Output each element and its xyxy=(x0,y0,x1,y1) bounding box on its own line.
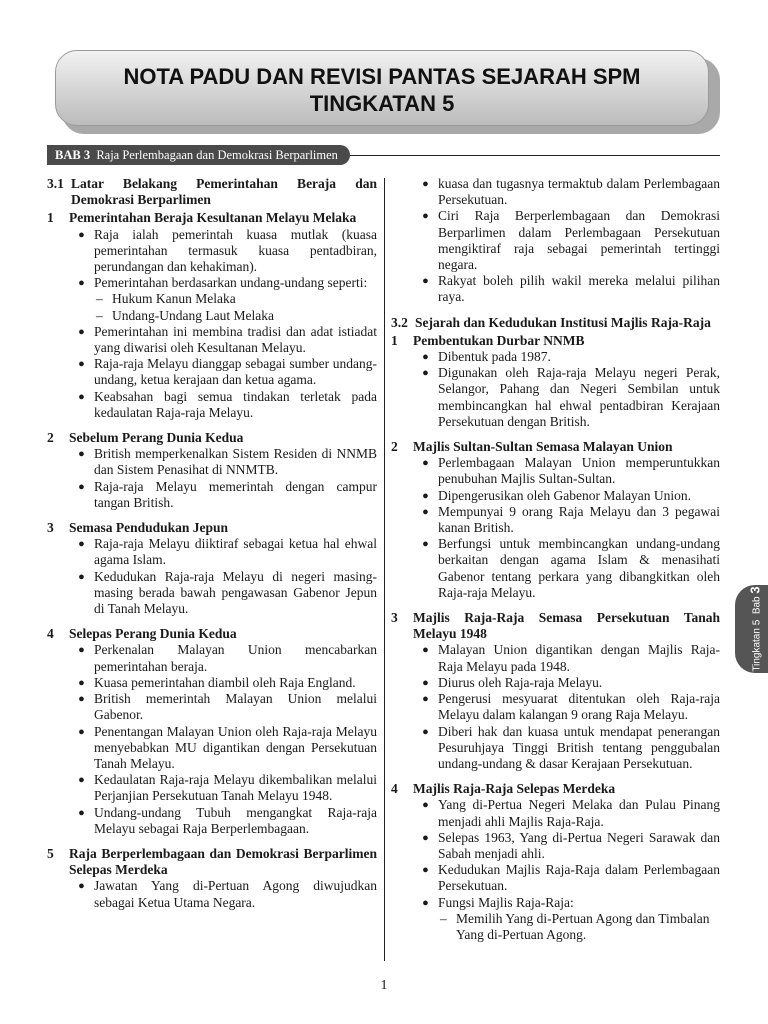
page-number: 1 xyxy=(380,978,388,993)
bullet-item: ● Digunakan oleh Raja-raja Melayu negeri Perak, Selangor, Pahang dan Negeri Sembilan untuk membincangkan hal ehwal pentadbiran Kerajaan Persekutuan dengan British. xyxy=(422,365,720,429)
bullet-item: ● Raja-raja Melayu diiktiraf sebagai ketua hal ehwal agama Islam. xyxy=(78,536,377,568)
point-heading xyxy=(47,626,377,642)
bullet-item: ● British memperkenalkan Sistem Residen di NNMB dan Sistem Penasihat di NNMTB. xyxy=(78,446,377,478)
point-heading xyxy=(391,781,720,797)
bullet-item: ● Rakyat boleh pilih wakil mereka melalui pilihan raya. xyxy=(422,273,720,305)
chapter-title: Raja Perlembagaan dan Demokrasi Berparlimen xyxy=(96,148,338,162)
bullet-list xyxy=(391,797,720,943)
bullet-item: ● Dibentuk pada 1987. xyxy=(422,349,551,365)
chapter-label: BAB 3 xyxy=(55,148,91,162)
bullet-item: ● Raja ialah pemerintah kuasa mutlak (kuasa pemerintahan termasuk kuasa pentadbiran, perundangan dan kehakiman). xyxy=(78,226,377,275)
bullet-item: ● Undang-undang Tubuh mengangkat Raja-raja Melayu sebagai Raja Berperlembagaan. xyxy=(78,804,377,836)
section-number: 3.2 xyxy=(391,314,408,330)
title-banner xyxy=(55,50,709,126)
point-number: 2 xyxy=(391,439,398,455)
column-divider xyxy=(384,178,385,961)
bullet-item: ● Keabsahan bagi semua tindakan terletak pada kedaulatan Raja-raja Melayu. xyxy=(78,388,377,420)
side-tab-label xyxy=(748,586,763,671)
bullet-item: ● Kedudukan Raja-raja Melayu di negeri masing-masing berada bawah pengawasan Gabenor Jepun di Tanah Melayu. xyxy=(78,568,377,617)
bullet-item: ● Pengerusi mesyuarat ditentukan oleh Raja-raja Melayu dalam kalangan 9 orang Raja Melayu. xyxy=(422,691,720,723)
dash-item: – Memilih Yang di-Pertuan Agong dan Timbalan Yang di-Pertuan Agong. xyxy=(440,910,710,942)
point-number: 5 xyxy=(47,845,54,861)
point-heading xyxy=(391,333,720,349)
bullet-item: ● Jawatan Yang di-Pertuan Agong diwujudkan sebagai Ketua Utama Negara. xyxy=(78,878,377,910)
bullet-item: ● Raja-raja Melayu memerintah dengan campur tangan British. xyxy=(78,478,377,510)
point-title: Selepas Perang Dunia Kedua xyxy=(69,626,237,642)
bullet-item: ● kuasa dan tugasnya termaktub dalam Perlembagaan Persekutuan. xyxy=(422,176,720,208)
bullet-item: ● Pemerintahan berdasarkan undang-undang seperti: xyxy=(78,275,368,291)
section-number: 3.1 xyxy=(47,176,64,191)
point-heading xyxy=(391,610,720,642)
bullet-item: ● British memerintah Malayan Union melalui Gabenor. xyxy=(78,691,377,723)
bullet-list xyxy=(391,455,720,601)
point-heading xyxy=(47,210,377,226)
bullet-item: ● Penentangan Malayan Union oleh Raja-raja Melayu menyebabkan MU digantikan dengan Persekutuan Tanah Melayu. xyxy=(78,723,377,771)
point-number: 3 xyxy=(391,610,398,626)
point-title: Pemerintahan Beraja Kesultanan Melayu Melaka xyxy=(69,210,357,226)
bullet-item: ● Kedudukan Majlis Raja-Raja dalam Perlembagaan Persekutuan. xyxy=(422,862,720,894)
dash-item: – Undang-Undang Laut Melaka xyxy=(96,307,274,323)
side-tab-form: Tingkatan 5 xyxy=(751,619,763,672)
bullet-item: ● Diberi hak dan kuasa untuk mendapat penerangan Pesuruhjaya Tinggi British tentang penggubalan undang-undang & dasar Kerajaan Persekutuan. xyxy=(422,723,720,771)
point-number: 4 xyxy=(47,626,54,642)
title-line-1: NOTA PADU DAN REVISI PANTAS SEJARAH SPM xyxy=(123,64,641,89)
side-tab-number: 3 xyxy=(747,586,763,594)
bullet-list xyxy=(47,536,377,617)
point-title: Pembentukan Durbar NNMB xyxy=(413,332,585,348)
point-title: Semasa Pendudukan Jepun xyxy=(69,520,229,536)
bullet-item: ● Berfungsi untuk membincangkan undang-undang berkaitan dengan agama Islam & menasihati Gabenor tentang perkara yang dibangkitkan oleh Raja-raja Melayu. xyxy=(422,536,720,600)
right-column xyxy=(391,176,720,943)
bullet-list xyxy=(47,878,377,910)
bullet-item: ● Kedaulatan Raja-raja Melayu dikembalikan melalui Perjanjian Persekutuan Tanah Melayu 1948. xyxy=(78,772,377,804)
point-title: Majlis Raja-Raja Selepas Merdeka xyxy=(413,781,616,797)
bullet-list xyxy=(47,642,377,836)
bullet-item: ● Kuasa pemerintahan diambil oleh Raja England. xyxy=(78,674,356,690)
bullet-item: ● Malayan Union digantikan dengan Majlis Raja-Raja Melayu pada 1948. xyxy=(422,642,720,674)
point-title: Raja Berperlembagaan dan Demokrasi Berparlimen Selepas Merdeka xyxy=(69,845,377,878)
bullet-item: ● Fungsi Majlis Raja-Raja: xyxy=(422,894,574,910)
chapter-side-tab xyxy=(735,585,768,673)
point-heading xyxy=(47,520,377,536)
bullet-item: ● Perkenalan Malayan Union mencabarkan pemerintahan beraja. xyxy=(78,642,377,674)
side-tab-bab: Bab xyxy=(751,596,763,615)
bullet-item: ● Perlembagaan Malayan Union memperuntukkan penubuhan Majlis Sultan-Sultan. xyxy=(422,455,720,487)
bullet-item: ● Ciri Raja Berperlembagaan dan Demokrasi Berparlimen dalam Perlembagaan Persekutuan mengiktiraf raja sebagai pemerintah tertinggi negara. xyxy=(422,208,720,273)
bullet-list xyxy=(391,176,720,306)
bullet-item: ● Yang di-Pertua Negeri Melaka dan Pulau Pinang menjadi ahli Majlis Raja-Raja. xyxy=(422,797,720,829)
point-number: 4 xyxy=(391,781,398,797)
dash-item: – Hukum Kanun Melaka xyxy=(96,291,236,307)
point-heading xyxy=(47,846,377,878)
point-number: 3 xyxy=(47,520,54,536)
left-column xyxy=(47,176,377,911)
point-number: 2 xyxy=(47,430,54,446)
bullet-list xyxy=(47,446,377,511)
bullet-item: ● Mempunyai 9 orang Raja Melayu dan 3 pegawai kanan British. xyxy=(422,503,720,536)
bullet-item: ● Pemerintahan ini membina tradisi dan adat istiadat yang diwarisi oleh Kesultanan Melayu. xyxy=(78,323,377,356)
point-heading xyxy=(47,430,377,446)
bullet-list xyxy=(391,642,720,772)
chapter-heading xyxy=(47,145,350,165)
bullet-item: ● Raja-raja Melayu dianggap sebagai sumber undang-undang, ketua kerajaan dan ketua agama. xyxy=(78,356,377,388)
bullet-item: ● Diurus oleh Raja-raja Melayu. xyxy=(422,674,603,690)
bullet-list xyxy=(391,349,720,430)
bullet-list xyxy=(47,227,377,421)
point-title: Sebelum Perang Dunia Kedua xyxy=(69,430,244,446)
bullet-item: ● Dipengerusikan oleh Gabenor Malayan Union. xyxy=(422,487,692,503)
point-number: 1 xyxy=(47,210,54,226)
point-number: 1 xyxy=(391,332,398,348)
section-heading xyxy=(47,176,377,208)
section-title: Latar Belakang Pemerintahan Beraja dan Demokrasi Berparlimen xyxy=(71,176,377,208)
bullet-item: ● Selepas 1963, Yang di-Pertua Negeri Sarawak dan Sabah menjadi ahli. xyxy=(422,829,720,861)
point-heading xyxy=(391,439,720,455)
point-title: Majlis Sultan-Sultan Semasa Malayan Union xyxy=(413,439,673,455)
point-title: Majlis Raja-Raja Semasa Persekutuan Tanah Melayu 1948 xyxy=(413,610,720,642)
section-title: Sejarah dan Kedudukan Institusi Majlis Raja-Raja xyxy=(415,314,711,330)
section-heading xyxy=(391,315,720,331)
title-line-2: TINGKATAN 5 xyxy=(309,91,455,116)
